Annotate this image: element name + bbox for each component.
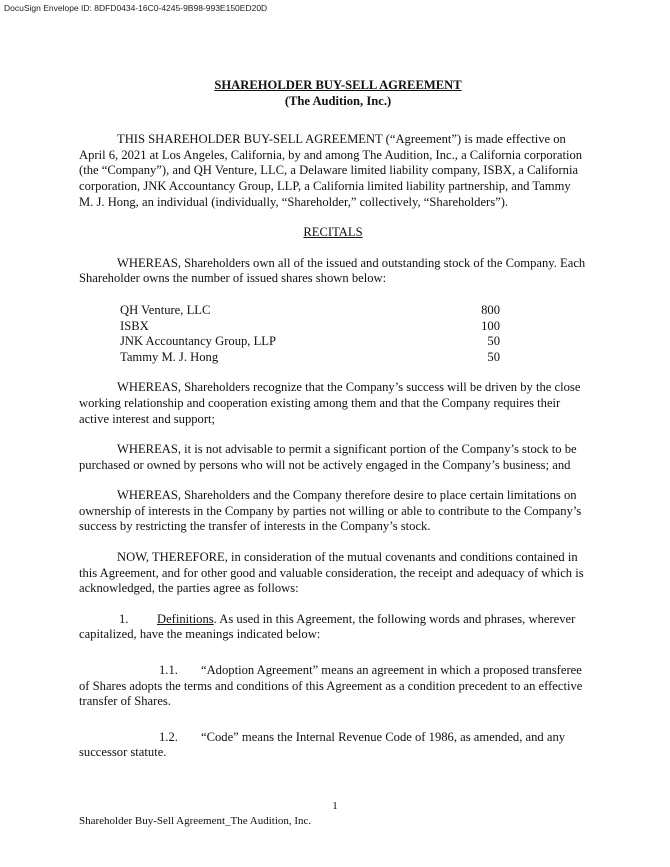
section-1-2 (79, 730, 587, 761)
table-row (120, 303, 500, 319)
whereas-paragraph-4: WHEREAS, Shareholders and the Company therefore desire to place certain limitations on ownership of interests in the Company by parties not willing or able to contribute to the Company’s success by restricting the transfer of interests in the Company’s stock. (79, 488, 582, 534)
intro-paragraph: THIS SHAREHOLDER BUY-SELL AGREEMENT (“Agreement”) is made effective on April 6, 2021 at Los Angeles, California, by and among The Audition, Inc., a California corporation (the “Company”), and QH Venture, LLC, a Delaware limited liability company, ISBX, a California corporation, JNK Accountancy Group, LLP, a California limited liability partnership, and Tammy M. J. Hong, an individual (individually, “Shareholder,” collectively, “Shareholders”). (79, 132, 583, 209)
section-number: 1.2. (159, 729, 178, 744)
shareholder-shares: 50 (487, 334, 500, 349)
shareholder-name: JNK Accountancy Group, LLP (120, 334, 276, 349)
shareholder-shares: 50 (487, 349, 500, 364)
section-1-1 (79, 663, 587, 710)
whereas-paragraph-3: WHEREAS, it is not advisable to permit a significant portion of the Company’s stock to be purchased or owned by persons who will not be actively engaged in the Company’s business; and (79, 442, 577, 472)
table-row (120, 319, 500, 335)
shareholder-name: Tammy M. J. Hong (120, 349, 219, 364)
table-row (120, 350, 500, 366)
section-number: 1. (119, 611, 129, 626)
shareholder-shares: 100 (481, 318, 500, 333)
section-text: “Adoption Agreement” means an agreement in which a proposed transferee of Shares adopts the terms and conditions of this Agreement as a condition precedent to an effective transfer of Shares. (79, 663, 583, 709)
section-text: . As used in this Agreement, the following words and phrases, wherever capitalized, have the meanings indicated below: (79, 611, 576, 642)
recitals-heading: RECITALS (303, 225, 363, 240)
shareholder-shares: 800 (481, 302, 500, 317)
section-text: “Code” means the Internal Revenue Code of 1986, as amended, and any successor statute. (79, 729, 566, 760)
section-number: 1.1. (159, 663, 178, 678)
page-number: 1 (332, 800, 338, 812)
section-heading: Definitions (157, 611, 214, 626)
now-therefore-paragraph: NOW, THEREFORE, in consideration of the mutual covenants and conditions contained in this Agreement, and for other good and valuable consideration, the receipt and adequacy of which is acknowledged, the parties agree as follows: (79, 550, 584, 596)
page-footer: Shareholder Buy-Sell Agreement_The Audition, Inc. (79, 815, 312, 827)
document-subtitle: (The Audition, Inc.) (284, 93, 392, 108)
section-1 (79, 612, 587, 643)
shareholder-name: QH Venture, LLC (120, 302, 211, 317)
shareholder-table (120, 303, 500, 365)
table-row (120, 334, 500, 350)
whereas-paragraph-1: WHEREAS, Shareholders own all of the issued and outstanding stock of the Company. Each Shareholder owns the number of issued shares shown below: (79, 255, 586, 286)
document-body (79, 78, 587, 761)
shareholder-name: ISBX (120, 318, 149, 333)
docusign-envelope-id: DocuSign Envelope ID: 8DFD0434-16C0-4245-9B98-993E150ED20D (4, 3, 268, 13)
whereas-paragraph-2: WHEREAS, Shareholders recognize that the Company’s success will be driven by the close working relationship and cooperation existing among them and that the Company requires their active interest and support; (79, 380, 581, 426)
document-title: SHAREHOLDER BUY-SELL AGREEMENT (214, 78, 462, 92)
